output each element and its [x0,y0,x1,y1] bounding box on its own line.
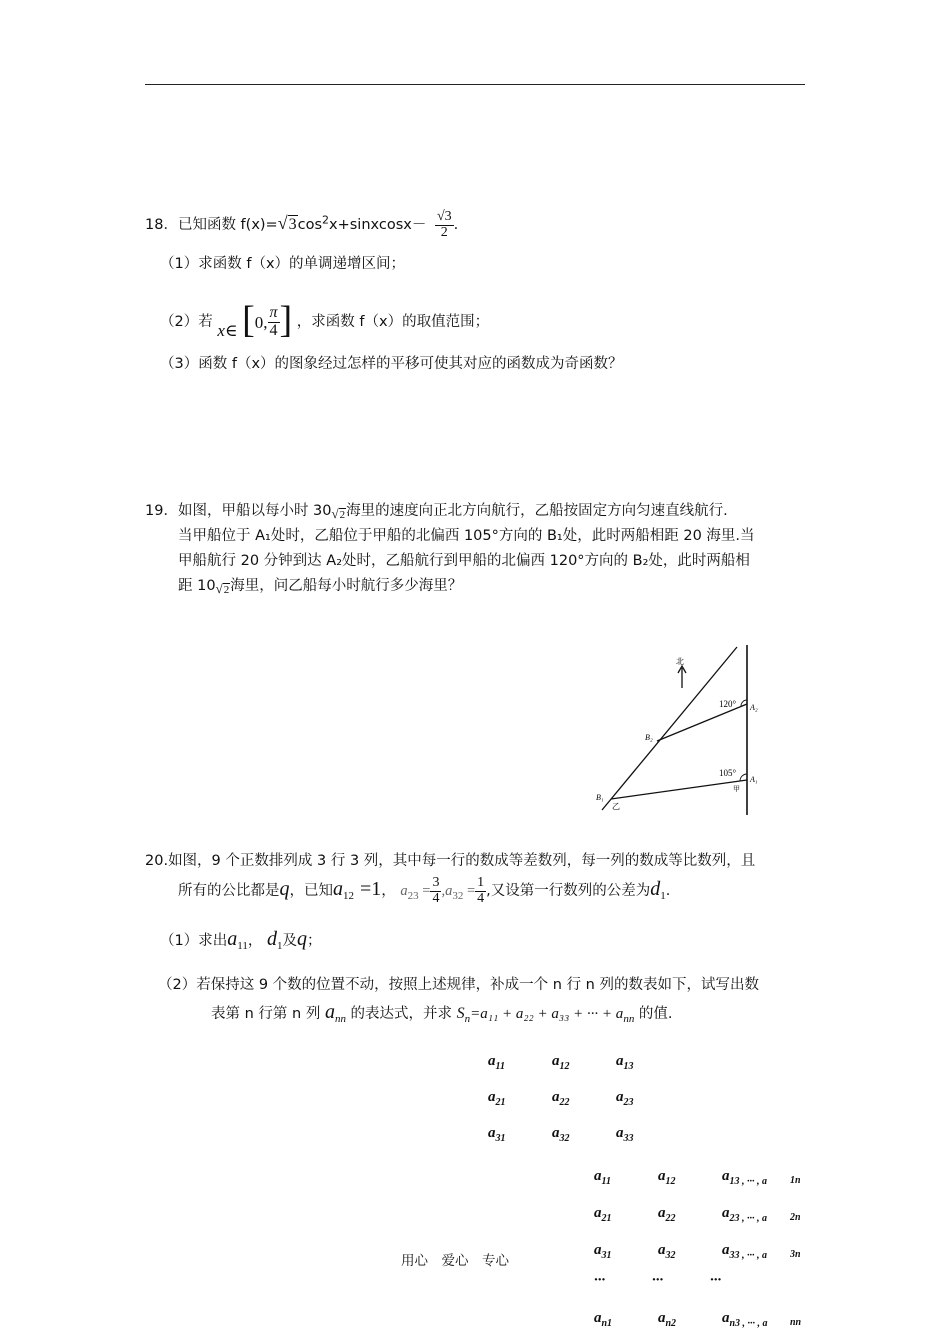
grid-ellipsis: ··· [652,1272,664,1288]
grid-ellipsis: ··· [710,1272,722,1288]
math-sum: =a₁₁ + a₂₂ + a₃₃ + ··· + a [470,1006,624,1022]
fraction-1-4 [475,876,486,906]
stem-text: 所有的公比都是 [178,883,280,900]
fraction-numerator: 1 [477,875,485,890]
grid-cell: $a_{31}$ [594,1242,612,1261]
label-a1: A₁ [750,775,758,784]
course-line-yi [602,647,737,810]
grid-cell: $a_{13}$ [616,1053,634,1072]
grid-cell: $a_{33}$ [616,1125,634,1144]
sqrt-radicand: 2 [339,509,346,521]
cell-index: 33 [623,1133,634,1144]
question-19-line-2: 当甲船位于 A₁处时，乙船位于甲船的北偏西 105°方向的 B₁处，此时两船相距 20 海里.当 [178,528,755,544]
label-jia: 甲 [733,785,740,793]
question-20-part-2-line-2 [211,1001,673,1025]
stem-text: cos [297,217,323,234]
stem-text: ，已知 [289,883,333,900]
stem-text: . [453,217,459,234]
stem-text: ， [381,883,396,900]
question-20-line-2: 所有的公比都是q，已知$a_{12} =1$， $a_{23}$ = $\frac{3}{4}$ $,a_{32}$ = $\frac{1}{4}$ ,又设第一行数列的公差为$d_1$. [178,875,671,906]
cell-index: nn [790,1316,802,1328]
question-18-stem [145,210,458,240]
grid-cell: $a_{21}$ [488,1089,506,1108]
cell-index: 33 , ··· , a [729,1250,767,1261]
cell-index: 22 [665,1213,676,1224]
part-text: 的表达式，并求 [350,1006,453,1022]
cell-index: 23 , ··· , a [729,1213,767,1224]
math-a11: a [227,928,238,950]
fraction-numerator: √3 [436,209,452,224]
grid-cell: $a_{22}$ [552,1089,570,1108]
fraction-root3-over-2 [435,210,454,240]
grid-cell: $a_{23}$ [616,1089,634,1108]
part-text: （1）求出 [160,933,228,949]
question-number: 20. [145,853,169,869]
part-text: 的值. [638,1006,673,1022]
cell-index: 1n [790,1174,801,1186]
sqrt-radicand: 3 [288,216,297,234]
cell-index: n3 , ··· , a [729,1318,768,1329]
superscript: 2 [322,213,330,227]
sqrt-radicand: 2 [223,584,230,596]
question-19-line-1 [145,499,728,520]
stem-text: 如图，9 个正数排列成 3 行 3 列，其中每一行的数成等差数列，每一列的数成等比数列，且 [168,853,756,869]
grid-cell: $a_{23 , \cdot\cdot\cdot , a}$ [722,1205,767,1224]
segment-b1-a1 [611,780,747,799]
subscript: 32 [452,890,464,903]
part-2 [160,292,489,339]
label-a2: A₂ [750,703,758,712]
part-text: ， [247,933,263,949]
math-variable: x [217,321,225,340]
interval-start: 0, [254,313,268,332]
math-ann: a [324,1001,335,1023]
label-angle-105: 105° [719,768,737,778]
cell-index: 22 [559,1097,570,1108]
sqrt-sign: √ [215,581,223,596]
label-angle-120: 120° [719,699,737,709]
fraction-denominator: 2 [440,224,448,240]
stem-text: 海里的速度向正北方向航行，乙船按固定方向匀速直线航行. [346,503,728,519]
cell-index: 3n [790,1248,801,1260]
math-a12: a [333,878,343,901]
fraction-denominator: 4 [432,890,440,906]
grid-cell: $a_{n1}$ [594,1310,613,1329]
cell-index: 31 [601,1250,612,1261]
subscript: 23 [407,890,419,903]
fraction-denominator: 4 [477,890,485,906]
math-symbol: ∈ [224,321,238,340]
math-equals-1: =1 [360,878,382,901]
cell-index: 11 [495,1061,505,1072]
math-a32: ,a [441,883,453,900]
label-b1: B₁ [596,793,604,802]
part-1: （1）求函数 f（x）的单调递增区间； [160,256,406,272]
cell-index: n1 [601,1318,613,1329]
subscript: n [464,1012,471,1025]
grid-cell: $a_{n3 , \cdot\cdot\cdot , a}$ [722,1310,768,1329]
grid-cell [790,1310,801,1328]
label-yi: 乙 [612,802,620,811]
label-b2: B₂ [645,733,653,742]
sqrt-sign: √ [331,506,339,521]
part-text: 表第 n 行第 n 列 [211,1006,321,1022]
grid-cell: $a_{11}$ [594,1168,611,1187]
math-d1: d [266,928,277,950]
grid-cell: $a_{n2}$ [658,1310,677,1329]
label-north: 北 [676,657,684,666]
grid-cell: $a_{32}$ [658,1242,676,1261]
cell-index: 32 [665,1250,676,1261]
grid-cell [790,1205,801,1223]
grid-cell: $a_{13 , \cdot\cdot\cdot , a}$ [722,1168,767,1187]
part-text: ，求函数 f（x）的取值范围； [296,314,490,330]
cell-index: 31 [495,1133,506,1144]
subscript: 11 [237,939,248,952]
grid-cell: $a_{33 , \cdot\cdot\cdot , a}$ [722,1242,767,1261]
subscript: nn [334,1012,346,1025]
stem-text: 距 10 [178,578,216,594]
segment-b2-a2 [657,704,747,741]
part-text: （2）若 [160,314,213,330]
question-19-line-3: 甲船航行 20 分钟到达 A₂处时，乙船航行到甲船的北偏西 120°方向的 B₂处，此时两船相 [178,553,750,569]
question-20-part-1 [160,928,321,952]
cell-index: 12 [665,1176,676,1187]
cell-index: 13 [623,1061,634,1072]
question-20-part-2-line-1: （2）若保持这 9 个数的位置不动，按照上述规律，补成一个 n 行 n 列的数表如下，试写出数 [158,977,759,993]
bracket-left: [ [242,299,255,341]
ship-diagram [590,640,780,820]
math-sn: S [456,1005,465,1022]
stem-text: . [665,883,671,900]
page-footer: 用心 爱心 专心 [401,1253,509,1269]
grid-cell [790,1168,801,1186]
cell-index: 13 , ··· , a [729,1176,767,1187]
part-text: 及 [282,933,297,949]
grid-ellipsis: ··· [594,1272,606,1288]
fraction-3-4 [430,876,441,906]
stem-text: x+sinxcosx－ [329,217,427,234]
cell-index: 12 [559,1061,570,1072]
fraction-pi-over-4 [268,305,280,340]
grid-cell: $a_{22}$ [658,1205,676,1224]
cell-index: 32 [559,1133,570,1144]
part-text: ； [306,933,322,949]
grid-cell: $a_{12}$ [658,1168,676,1187]
math-q: q [296,928,307,950]
subscript: 1 [660,890,666,903]
grid-cell: $a_{21}$ [594,1205,612,1224]
grid-cell: $a_{32}$ [552,1125,570,1144]
question-number: 19． [145,503,178,519]
cell-index: 21 [495,1097,506,1108]
cell-index: 2n [790,1211,801,1223]
subscript: 1 [276,939,283,952]
cell-index: n2 [665,1318,677,1329]
question-number: 18． [145,217,178,234]
fraction-numerator: 3 [432,875,440,890]
question-20-line-1 [145,849,755,870]
math-a23: a [400,883,408,900]
subscript: 12 [343,890,354,903]
fraction-numerator: π [269,303,278,321]
grid-cell [790,1242,801,1260]
grid-cell: $a_{11}$ [488,1053,505,1072]
cell-index: 23 [623,1097,634,1108]
stem-text: ,又设第一行数列的公差为 [486,883,651,900]
grid-cell: $a_{31}$ [488,1125,506,1144]
part-3: （3）函数 f（x）的图象经过怎样的平移可使其对应的函数成为奇函数？ [160,356,623,372]
fraction-denominator: 4 [269,321,278,339]
question-19-line-4 [178,574,462,595]
stem-text: 海里，问乙船每小时航行多少海里？ [230,578,463,594]
bracket-right: ] [279,299,293,341]
cell-index: 11 [601,1176,611,1187]
stem-text: 已知函数 f(x)= [177,217,278,234]
math-d1: d [650,878,661,901]
sqrt-sign: √ [277,213,288,234]
cell-index: 21 [601,1213,612,1224]
stem-text: 如图，甲船以每小时 30 [177,503,332,519]
grid-cell: $a_{12}$ [552,1053,570,1072]
math-q: q [279,878,290,901]
header-rule [145,84,805,85]
subscript: nn [623,1012,635,1025]
